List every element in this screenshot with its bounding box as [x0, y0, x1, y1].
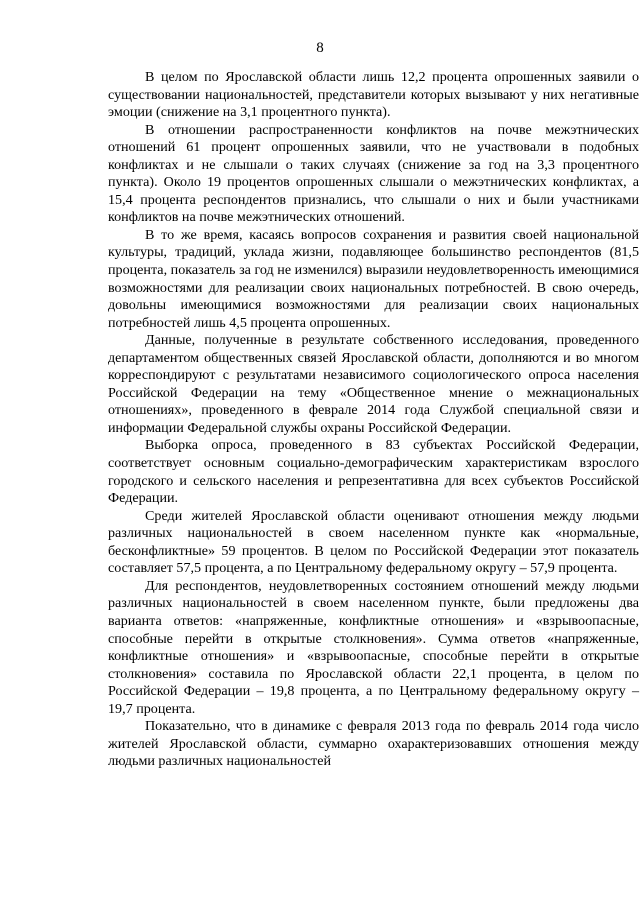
paragraph-3: В то же время, касаясь вопросов сохранения и развития своей национальной культуры, традиций, уклада жизни, подавляющее большинство респондентов (81,5 процента, показатель за год не изменился) выразили неудовлетворенность имеющимися возможностями для реализации своих национальных потребностей. В свою очередь, довольны имеющимися возможностями для реализации своих национальных потребностей лишь 4,5 процента опрошенных. — [108, 226, 639, 331]
paragraph-4: Данные, полученные в результате собственного исследования, проведенного департаментом общественных связей Ярославской области, дополняются и во многом корреспондируют с результатами независимого социологического опроса населения Российской Федерации на тему «Общественное мнение о межнациональных отношениях», проведенного в феврале 2014 года Службой специальной связи и информации Федеральной службы охраны Российской Федерации. — [108, 332, 639, 436]
paragraph-8: Показательно, что в динамике с февраля 2013 года по февраль 2014 года число жителей Ярославской области, суммарно охарактеризовавших отношения между людьми различных национальностей — [108, 718, 639, 770]
paragraph-7: Для респондентов, неудовлетворенных состоянием отношений между людьми различных национальностей в своем населенном пункте, были предложены два варианта ответов: «напряженные, конфликтные отношения» и «взрывоопасные, способные перейти в открытые столкновения». Сумма ответов «напряженные, конфликтные отношения» и «взрывоопасные, способные перейти в открытые столкновения» составила по Ярославской области 22,1 процента, в целом по Российской Федерации – 19,8 процента, а по Центральному федеральному округу – 19,7 процента. — [108, 577, 639, 717]
body-text — [108, 69, 639, 771]
paragraph-2: В отношении распространенности конфликтов на почве межэтнических отношений 61 процент опрошенных заявили, что не участвовали в подобных конфликтах и не слышали о таких случаях (снижение за год на 3,3 процентного пункта). Около 19 процентов опрошенных слышали о межэтнических конфликтах, а 15,4 процента респондентов признались, что слышали о них и были участниками конфликтов на почве межэтнических отношений. — [108, 121, 639, 226]
paragraph-1: В целом по Ярославской области лишь 12,2 процента опрошенных заявили о существовании национальностей, представители которых вызывают у них негативные эмоции (снижение на 3,1 процентного пункта). — [108, 69, 639, 121]
paragraph-6: Среди жителей Ярославской области оценивают отношения между людьми различных национальностей в своем населенном пункте как «нормальные, бесконфликтные» 59 процентов. В целом по Российской Федерации этот показатель составляет 57,5 процента, а по Центральному федеральному округу – 57,9 процента. — [108, 507, 639, 577]
page-number: 8 — [316, 40, 324, 56]
paragraph-5: Выборка опроса, проведенного в 83 субъектах Российской Федерации, соответствует основным социально-демографическим характеристикам взрослого городского и сельского населения и репрезентативна для всех субъектов Российской Федерации. — [108, 437, 639, 507]
